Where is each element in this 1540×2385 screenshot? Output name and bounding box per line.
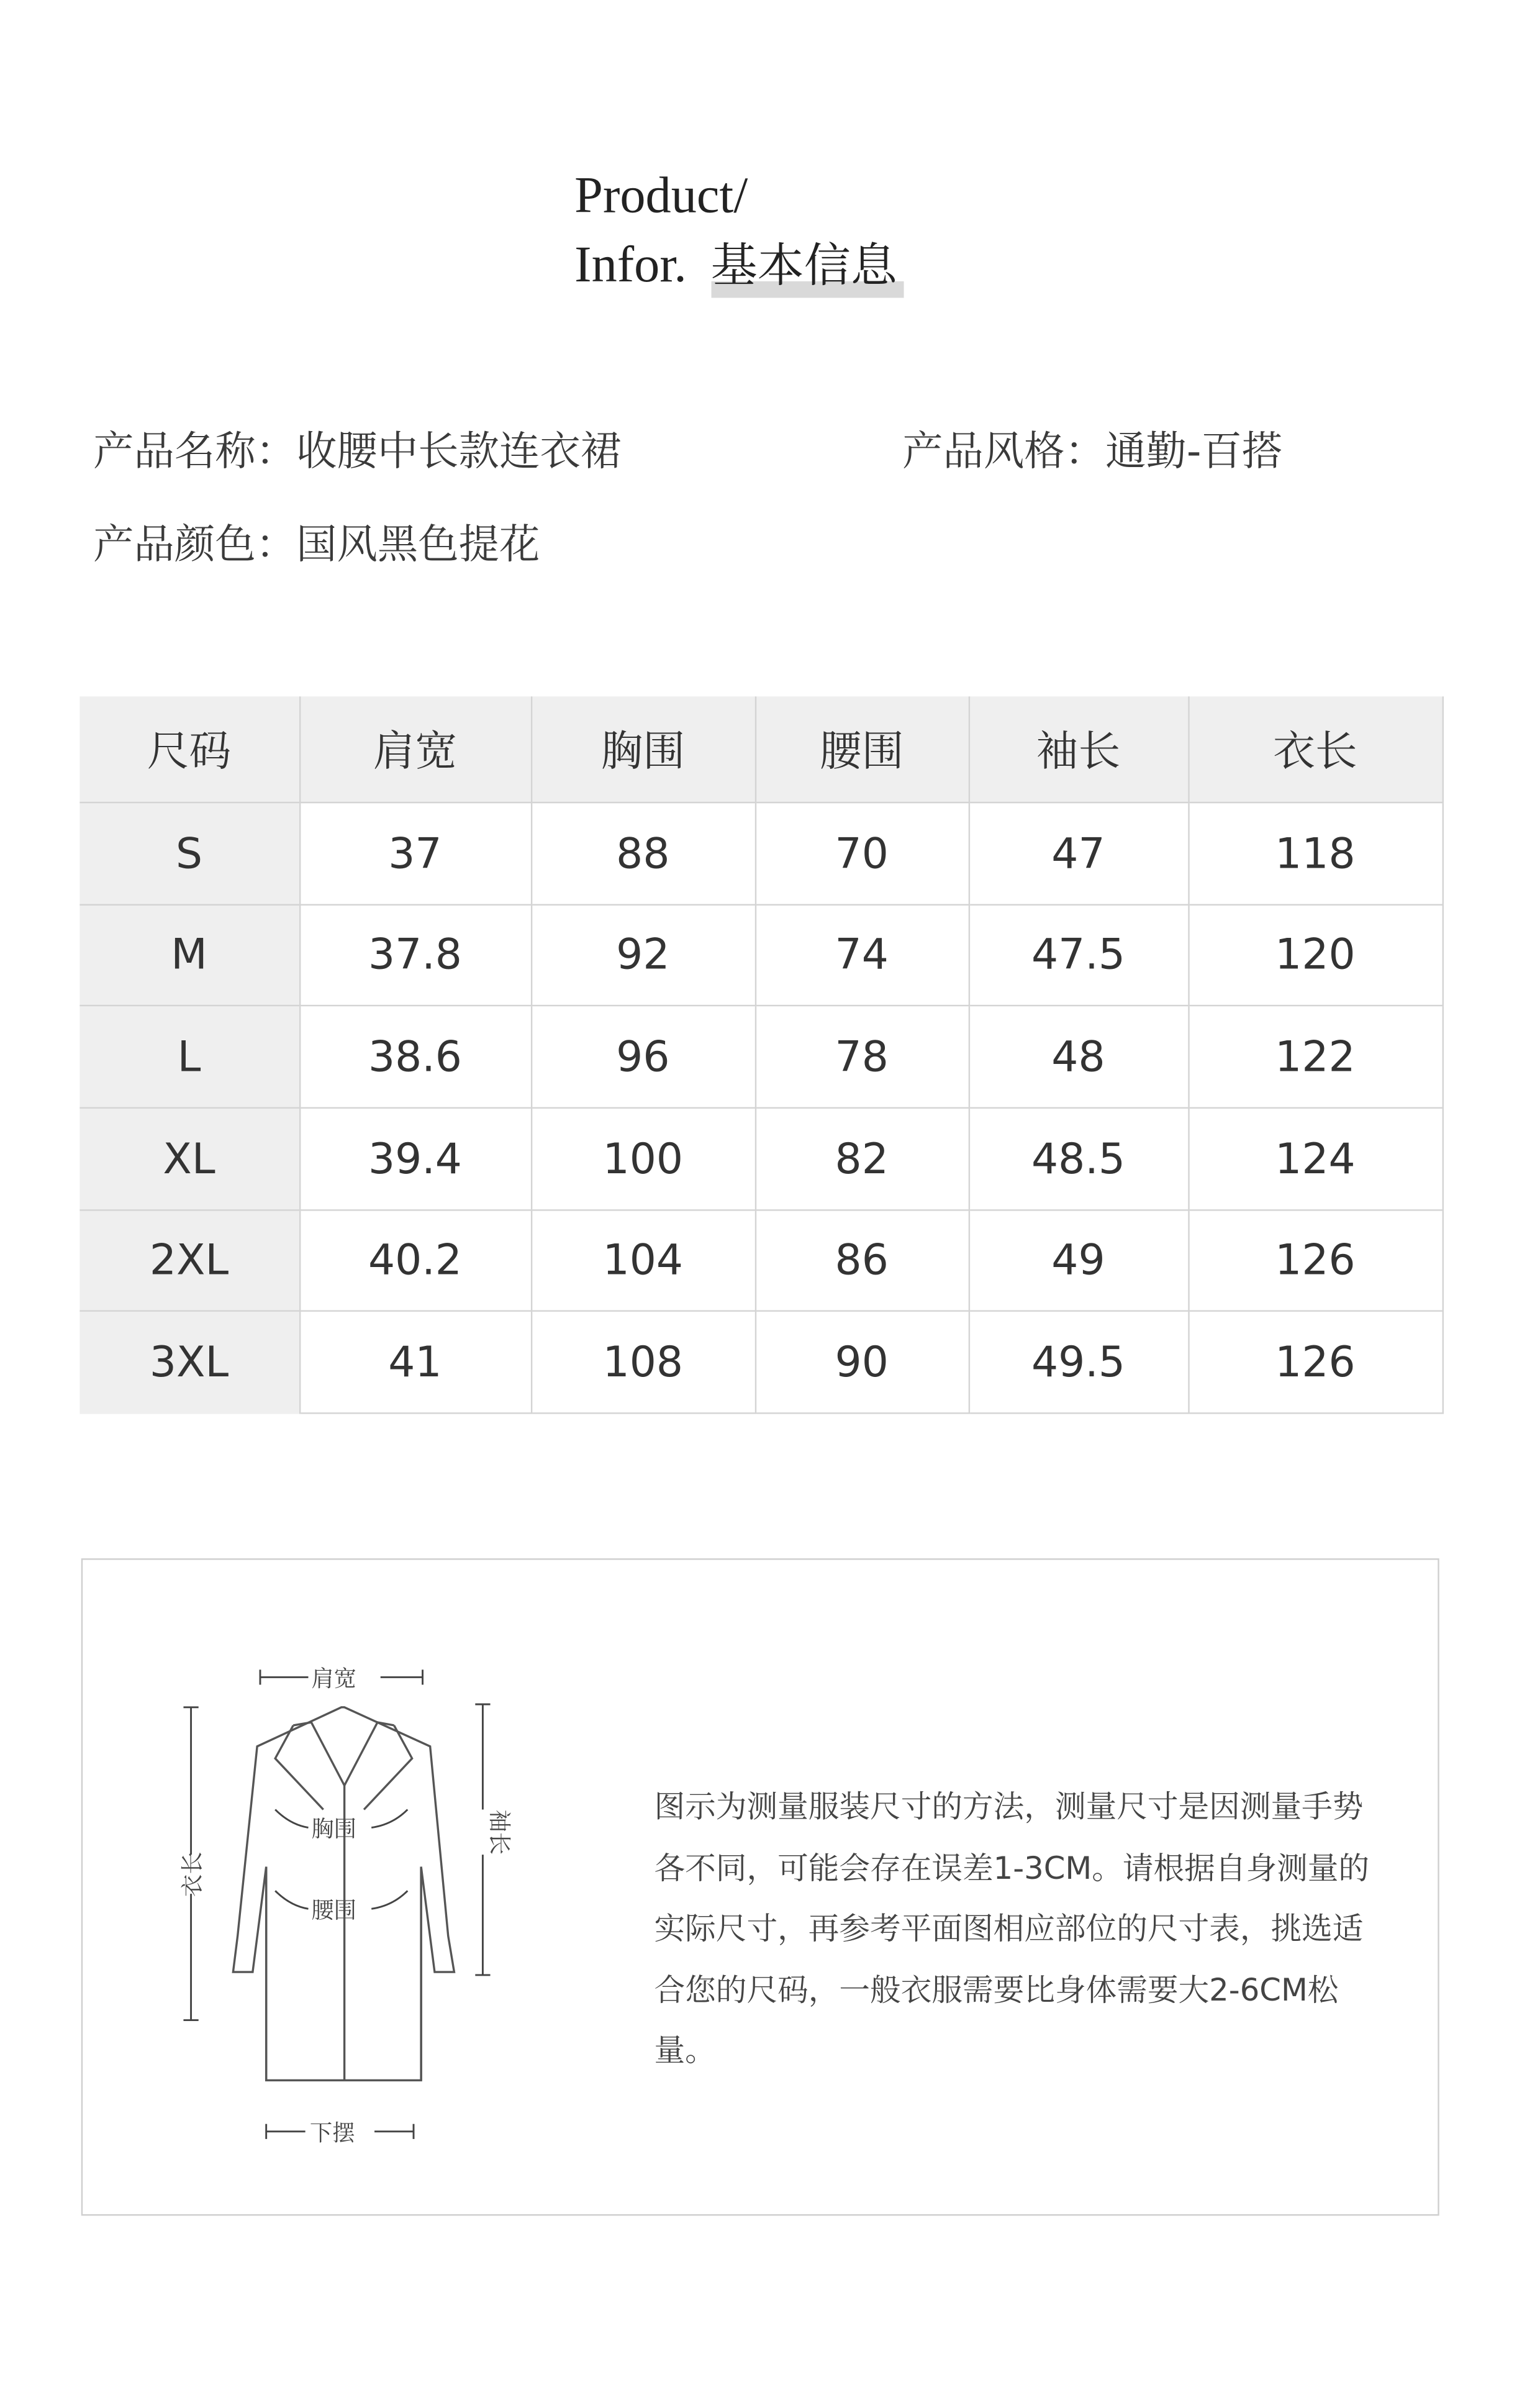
coat-outline-icon xyxy=(233,1707,454,2081)
section-heading xyxy=(574,163,897,301)
cell-chest: 100 xyxy=(531,1108,755,1210)
cell-sleeve: 47 xyxy=(969,802,1189,904)
cell-waist: 74 xyxy=(755,904,969,1006)
cell-length: 124 xyxy=(1188,1108,1442,1210)
col-header-waist: 腰围 xyxy=(755,696,969,802)
cell-chest: 108 xyxy=(531,1311,755,1413)
table-row xyxy=(79,1311,1442,1413)
col-header-size: 尺码 xyxy=(79,696,299,802)
cell-sleeve: 49.5 xyxy=(969,1311,1189,1413)
label-shoulder: 肩宽 xyxy=(311,1665,356,1692)
cell-size: M xyxy=(79,904,299,1006)
label-sleeve: 袖长 xyxy=(486,1809,513,1855)
cell-shoulder: 37.8 xyxy=(299,904,531,1006)
cell-sleeve: 48 xyxy=(969,1006,1189,1108)
cell-shoulder: 40.2 xyxy=(299,1209,531,1311)
measurement-note: 图示为测量服装尺寸的方法，测量尺寸是因测量手势各不同，可能会存在误差1-3CM。请根据自身测量的实际尺寸，再参考平面图相应部位的尺寸表，挑选适合您的尺码，一般衣服需要比身体需要大2-6CM松量。 xyxy=(654,1788,1370,2069)
cell-shoulder: 38.6 xyxy=(299,1006,531,1108)
cell-waist: 78 xyxy=(755,1006,969,1108)
cell-waist: 90 xyxy=(755,1311,969,1413)
label-hem: 下摆 xyxy=(309,2119,355,2146)
cell-sleeve: 47.5 xyxy=(969,904,1189,1006)
product-style: 产品风格：通勤-百搭 xyxy=(902,429,1283,476)
label-waist: 腰围 xyxy=(311,1896,356,1924)
heading-en-line1: Product/ xyxy=(574,168,748,224)
col-header-shoulder: 肩宽 xyxy=(299,696,531,802)
cell-length: 122 xyxy=(1188,1006,1442,1108)
cell-length: 118 xyxy=(1188,802,1442,904)
heading-cn-text: 基本信息 xyxy=(710,239,897,294)
col-header-sleeve: 袖长 xyxy=(969,696,1189,802)
cell-shoulder: 41 xyxy=(299,1311,531,1413)
cell-chest: 104 xyxy=(531,1209,755,1311)
col-header-length: 衣长 xyxy=(1188,696,1442,802)
table-row xyxy=(79,802,1442,904)
product-color: 产品颜色：国风黑色提花 xyxy=(93,522,540,569)
cell-chest: 88 xyxy=(531,802,755,904)
table-row xyxy=(79,1108,1442,1210)
label-chest: 胸围 xyxy=(311,1815,356,1843)
cell-size: XL xyxy=(79,1108,299,1210)
table-header-row xyxy=(79,696,1442,802)
measurement-guide-box xyxy=(81,1558,1439,2215)
size-chart-table xyxy=(79,696,1443,1414)
table-row xyxy=(79,904,1442,1006)
cell-size: 2XL xyxy=(79,1209,299,1311)
cell-shoulder: 39.4 xyxy=(299,1108,531,1210)
table-row xyxy=(79,1006,1442,1108)
cell-sleeve: 48.5 xyxy=(969,1108,1189,1210)
cell-chest: 96 xyxy=(531,1006,755,1108)
product-name: 产品名称：收腰中长款连衣裙 xyxy=(93,429,622,476)
cell-sleeve: 49 xyxy=(969,1209,1189,1311)
cell-waist: 82 xyxy=(755,1108,969,1210)
table-row xyxy=(79,1209,1442,1311)
cell-waist: 86 xyxy=(755,1209,969,1311)
cell-length: 120 xyxy=(1188,904,1442,1006)
heading-en-line2: Infor. xyxy=(574,237,687,294)
cell-size: L xyxy=(79,1006,299,1108)
col-header-chest: 胸围 xyxy=(531,696,755,802)
cell-shoulder: 37 xyxy=(299,802,531,904)
cell-waist: 70 xyxy=(755,802,969,904)
cell-chest: 92 xyxy=(531,904,755,1006)
heading-cn xyxy=(711,232,897,301)
cell-length: 126 xyxy=(1188,1209,1442,1311)
label-length: 衣长 xyxy=(179,1851,206,1897)
cell-length: 126 xyxy=(1188,1311,1442,1413)
cell-size: 3XL xyxy=(79,1311,299,1413)
cell-size: S xyxy=(79,802,299,904)
